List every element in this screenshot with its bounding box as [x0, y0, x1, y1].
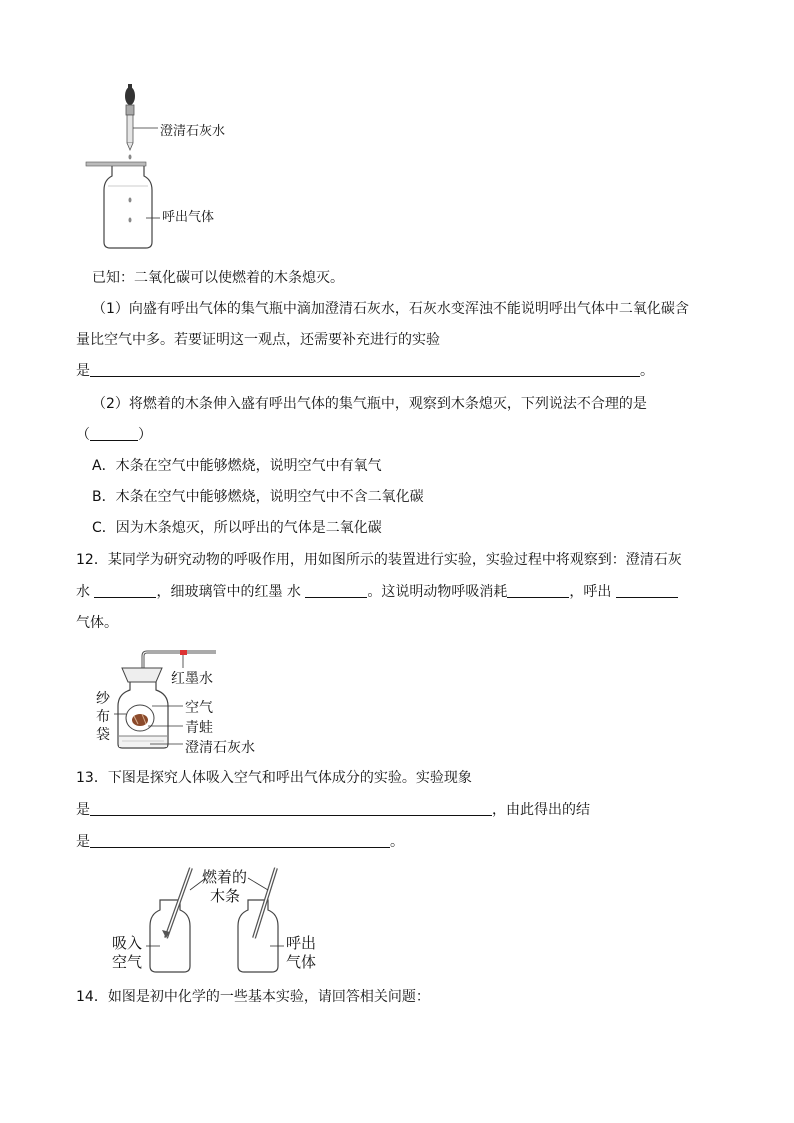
label-gauze-2: 布 — [96, 709, 110, 725]
q12-text-d: ，呼出 — [569, 584, 612, 600]
q11-part2-line1: （2）将燃着的木条伸入盛有呼出气体的集气瓶中，观察到木条熄灭，下列说法不合理的是 — [92, 396, 647, 412]
q13-suffix-1: ，由此得出的结 — [492, 802, 590, 818]
known-statement: 已知：二氧化碳可以使燃着的木条熄灭。 — [92, 270, 344, 286]
q11-part1-line1: （1）向盛有呼出气体的集气瓶中滴加澄清石灰水，石灰水变浑浊不能说明呼出气体中二氧化碳含 — [92, 301, 689, 317]
label-gauze-1: 纱 — [96, 691, 110, 707]
label-inhaled-1: 吸入 — [112, 934, 143, 952]
q11-part1-suffix: 。 — [640, 363, 654, 379]
q13-line1: 13．下图是探究人体吸入空气和呼出气体成分的实验。实验现象 — [76, 770, 472, 786]
label-air: 空气 — [185, 700, 213, 716]
q12-text-b: ，细玻璃管中的红墨 水 — [156, 584, 301, 600]
label-burning-stick-2: 木条 — [210, 887, 241, 905]
label-red-ink: 红墨水 — [171, 671, 213, 687]
q12-text-c: 。这说明动物呼吸消耗 — [367, 584, 508, 600]
label-exhaled-gas: 呼出气体 — [162, 210, 215, 225]
paren-open: （ — [76, 427, 90, 443]
q12-line1: 12．某同学为研究动物的呼吸作用，用如图所示的装置进行实验，实验过程中将观察到：澄清石灰 — [76, 552, 682, 568]
q13-suffix-2: 。 — [390, 834, 404, 850]
q13-prefix-2: 是 — [76, 834, 90, 850]
label-inhaled-2: 空气 — [112, 953, 143, 971]
label-frog: 青蛙 — [185, 720, 213, 736]
q11-option-a: A．木条在空气中能够燃烧，说明空气中有氧气 — [92, 458, 382, 474]
q12-line3: 气体。 — [76, 615, 118, 631]
label-exhaled-2: 气体 — [286, 953, 317, 971]
paren-close: ） — [138, 427, 152, 443]
q11-part1-line2: 量比空气中多。若要证明这一观点，还需要补充进行的实验 — [76, 332, 440, 348]
label-gauze-3: 袋 — [96, 727, 110, 743]
label-exhaled-1: 呼出 — [286, 934, 317, 952]
q11-option-c: C．因为木条熄灭，所以呼出的气体是二氧化碳 — [92, 520, 382, 536]
q11-part1-prefix: 是 — [76, 363, 90, 379]
q12-text-a: 水 — [76, 584, 90, 600]
label-limewater-2: 澄清石灰水 — [185, 740, 255, 756]
label-burning-stick-1: 燃着的 — [202, 868, 248, 886]
q11-option-b: B．木条在空气中能够燃烧，说明空气中不含二氧化碳 — [92, 489, 424, 505]
q14-line1: 14．如图是初中化学的一些基本实验，请回答相关问题： — [76, 989, 430, 1005]
label-limewater: 澄清石灰水 — [160, 124, 226, 139]
q13-prefix-1: 是 — [76, 802, 90, 818]
